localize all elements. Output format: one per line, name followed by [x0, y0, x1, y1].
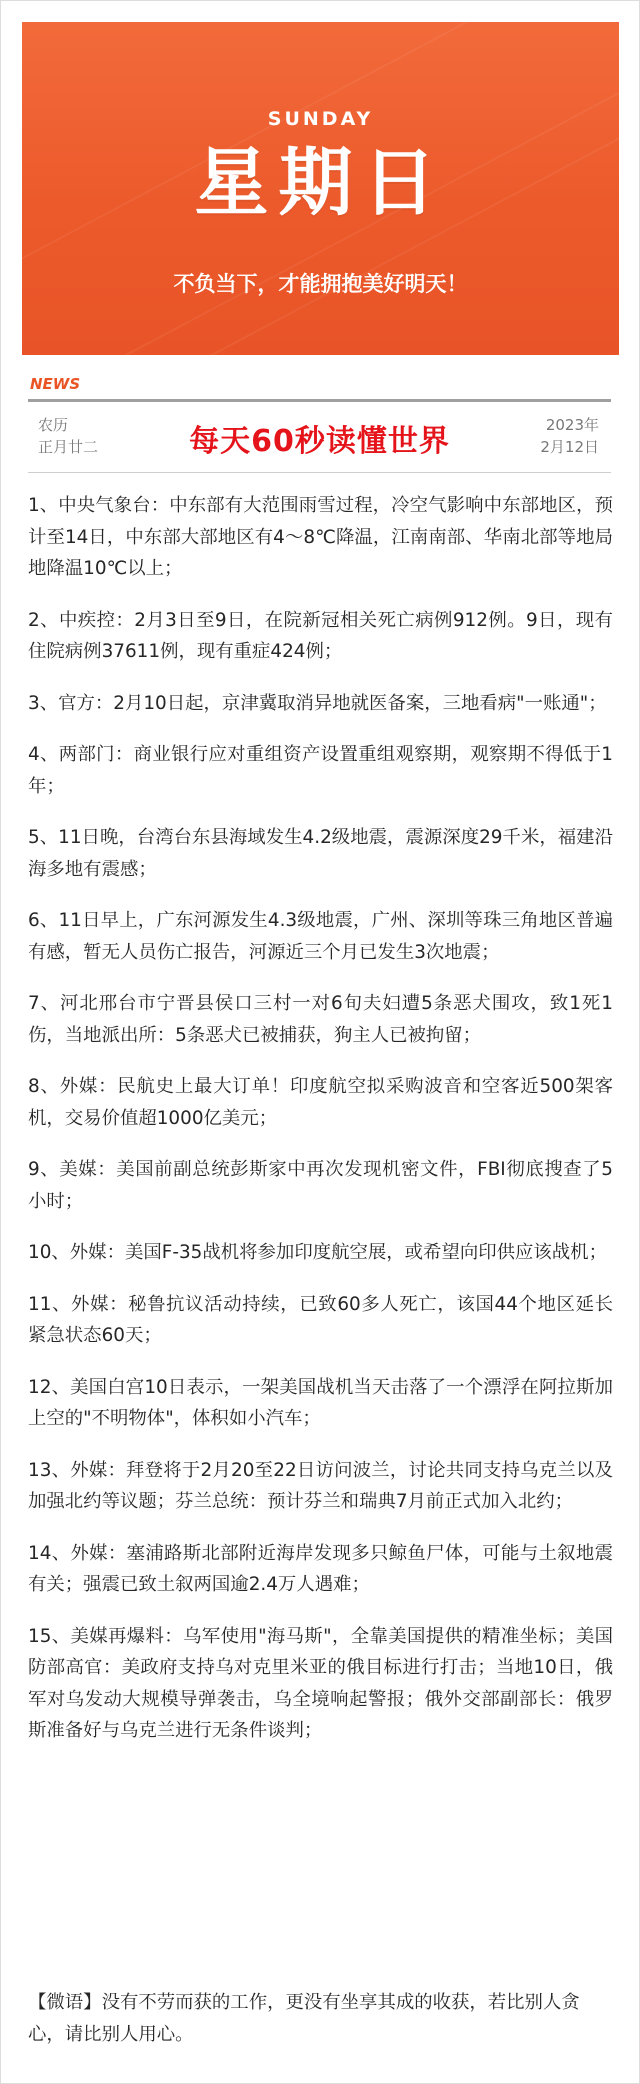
news-divider	[28, 399, 611, 402]
news-item-4: 4、两部门：商业银行应对重组资产设置重组观察期，观察期不得低于1年；	[28, 744, 613, 797]
news-item-5: 5、11日晚，台湾台东县海域发生4.2级地震，震源深度29千米，福建沿海多地有震感；	[28, 827, 613, 880]
lunar-day: 正月廿二	[38, 438, 99, 456]
news-item-2: 2、中疾控：2月3日至9日，在院新冠相关死亡病例912例。9日，现有住院病例37611例，现有重症424例；	[28, 609, 613, 662]
weekday-english: SUNDAY	[267, 108, 374, 130]
news-list	[28, 490, 613, 1767]
news-item-3: 3、官方：2月10日起，京津冀取消异地就医备案，三地看病"一账通"；	[28, 692, 607, 714]
news-item-8: 8、外媒：民航史上最大订单！印度航空拟采购波音和空客近500架客机，交易价值超1000亿美元；	[28, 1076, 613, 1129]
solar-day: 2月12日	[540, 438, 599, 456]
banner-slogan: 不负当下，才能拥抱美好明天！	[173, 272, 468, 296]
news-item-14: 14、外媒：塞浦路斯北部附近海岸发现多只鲸鱼尸体，可能与土叙地震有关；强震已致土叙两国逾2.4万人遇难；	[28, 1542, 613, 1595]
weekday-title: 星期日	[194, 140, 447, 226]
news-item-15: 15、美媒再爆料：乌军使用"海马斯"，全靠美国提供的精准坐标；美国防部高官：美政府支持乌对克里米亚的俄目标进行打击；当地10日，俄军对乌发动大规模导弹袭击，乌全境响起警报；俄外交部副部长：俄罗斯准备好与乌克兰进行无条件谈判；	[28, 1625, 613, 1741]
news-item-7: 7、河北邢台市宁晋县侯口三村一对6旬夫妇遭5条恶犬围攻，致1死1伤，当地派出所：5条恶犬已被捕获，狗主人已被拘留；	[28, 993, 613, 1046]
lunar-label: 农历	[38, 416, 69, 434]
closing-quote: 【微语】没有不劳而获的工作，更没有坐享其成的收获，若比别人贪心，请比别人用心。	[28, 1992, 580, 2045]
solar-year: 2023年	[545, 416, 599, 434]
news-tag: NEWS	[30, 375, 81, 393]
page-headline: 每天60秒读懂世界	[189, 424, 450, 459]
news-item-1: 1、中央气象台：中东部有大范围雨雪过程，冷空气影响中东部地区，预计至14日，中东部大部地区有4～8℃降温，江南南部、华南北部等地局地降温10℃以上；	[28, 495, 613, 579]
solar-date	[540, 414, 599, 458]
news-item-11: 11、外媒：秘鲁抗议活动持续，已致60多人死亡，该国44个地区延长紧急状态60天；	[28, 1293, 613, 1346]
news-item-12: 12、美国白宫10日表示，一架美国战机当天击落了一个漂浮在阿拉斯加上空的"不明物体"，体积如小汽车；	[28, 1376, 613, 1429]
date-row	[28, 404, 611, 473]
news-item-9: 9、美媒：美国前副总统彭斯家中再次发现机密文件，FBI彻底搜查了5小时；	[28, 1159, 613, 1212]
news-item-10: 10、外媒：美国F-35战机将参加印度航空展，或希望向印供应该战机；	[28, 1242, 607, 1263]
news-item-6: 6、11日早上，广东河源发生4.3级地震，广州、深圳等珠三角地区普遍有感，暂无人员伤亡报告，河源近三个月已发生3次地震；	[28, 910, 613, 963]
news-item-13: 13、外媒：拜登将于2月20至22日访问波兰，讨论共同支持乌克兰以及加强北约等议题；芬兰总统：预计芬兰和瑞典7月前正式加入北约；	[28, 1459, 613, 1512]
header-banner	[22, 22, 619, 355]
